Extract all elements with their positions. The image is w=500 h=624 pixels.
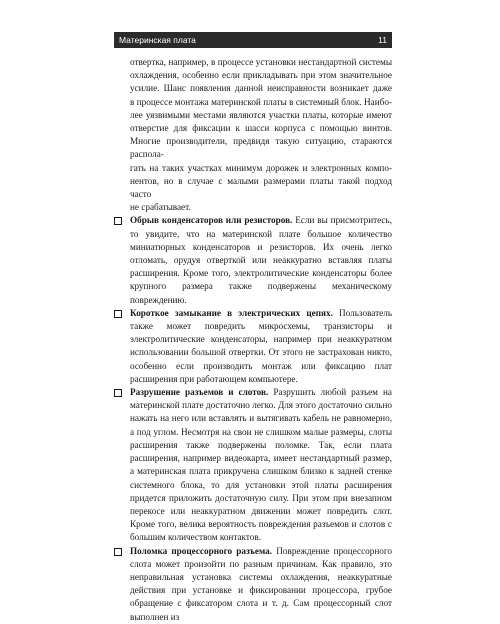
list-item-heading: Обрыв конденсаторов или резисторов. [130, 215, 293, 226]
list-item [114, 545, 392, 624]
page-number: 11 [378, 35, 387, 45]
page-body [114, 56, 392, 624]
list-item-body: Повреждение процессорного слота может произойти по разным причинам. Как правило, это неправильная установка системы охлаждения, неаккуратные действия при установке и фиксировании процессора, грубое обращение с фиксатором слота и т. д. Сам процессорный слот выполнен из [130, 545, 392, 622]
list-item [114, 307, 392, 386]
text-line: не срабатывает. [130, 202, 191, 213]
text-line: отвертка, например, в процессе установки нестандартной системы [130, 57, 392, 67]
list-item-text [130, 307, 392, 386]
checkbox-bullet-icon [114, 548, 122, 556]
list-item-text [130, 386, 392, 544]
text-line: охлаждения, особенно если прикладывать при этом значительное [130, 70, 392, 81]
list-item-body: Если вы присмотритесь, то увидите, что на материнской плате большое количество миниатюрных конденсаторов и резисторов. Их очень легко отломать, орудуя отверткой или неаккуратно вставляя платы расширения. Кроме того, электролитические конденсаторы более крупного размера также подвержены механическому повреждению. [130, 215, 392, 305]
chapter-title: Материнская плата [119, 35, 196, 45]
list-item-body: Пользователь также может повредить микросхемы, транзисторы и электролитические конденсаторы, например при неаккуратном использовании большой отвертки. От этого не застрахован никто, особенно если производить монтаж или фиксацию плат расширения при работающем компьютере. [130, 307, 393, 384]
checkbox-bullet-icon [114, 310, 122, 318]
list-item-text [130, 214, 392, 306]
running-header [114, 32, 392, 48]
text-line: Многие производители, предвидя такую ситуацию, стараются распола- [130, 136, 392, 160]
text-line: лее уязвимыми местами являются участки платы, которые имеют [130, 109, 392, 120]
text-line: усилие. Шанс появления данной неисправности возникает даже [130, 83, 392, 94]
list-item [114, 214, 392, 306]
continued-paragraph [130, 56, 392, 214]
checkbox-bullet-icon [114, 217, 122, 225]
checkbox-bullet-icon [114, 389, 122, 397]
text-line: нентов, но в случае с малыми размерами платы такой подход часто [130, 175, 392, 200]
list-item [114, 386, 392, 544]
text-line: в процессе монтажа материнской платы в системный блок. Наибо- [130, 96, 392, 107]
list-item-heading: Поломка процессорного разъема. [130, 545, 273, 556]
list-item-heading: Короткое замыкание в электрических цепях. [130, 307, 333, 318]
list-item-body: Разрушить любой разъем на материнской плате достаточно легко. Для этого достаточно сильно нажать на него или вставлять и вытягивать кабель не равномерно, а под углом. Несмотря на свои не слишком малые размеры, слоты расширения также подвержены поломке. Так, если плата расширения, например видеокарта, имеет нестандартный размер, а материнская плата прикручена слишком близко к задней стенке системного блока, то для установки этой платы расширения придется приложить достаточную силу. При этом при внезапном перекосе или неаккуратном движении может повредить слот. Кроме того, велика вероятность повреждения разъемов и слотов с большим количеством контактов. [130, 387, 393, 543]
text-line: гать на таких участках минимум дорожек и электронных компо- [130, 162, 392, 173]
list-item-text [130, 545, 392, 624]
text-line: отверстие для фиксации к шасси корпуса с помощью винтов. [130, 123, 392, 134]
list-item-heading: Разрушение разъемов и слотов. [130, 387, 269, 398]
